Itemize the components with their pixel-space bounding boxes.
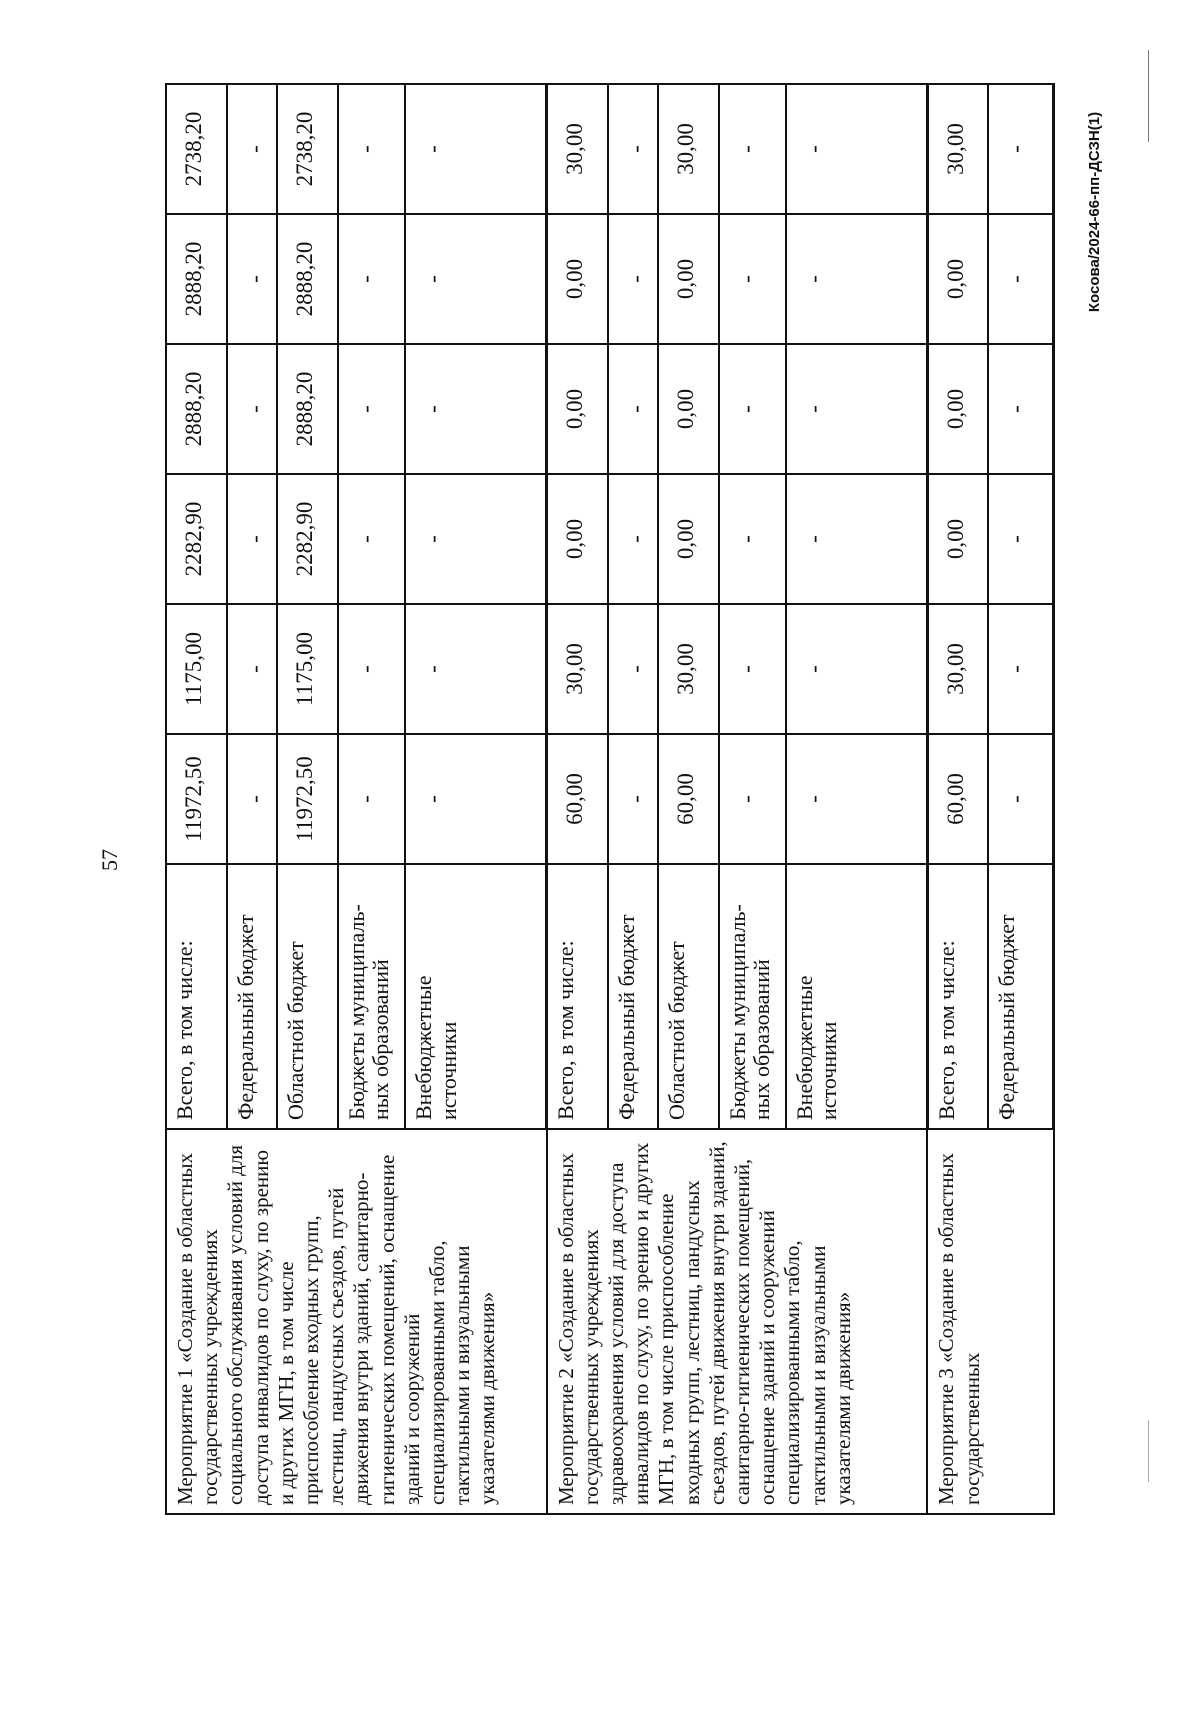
- table-row: [927, 84, 988, 1514]
- amount-cell: -: [227, 734, 277, 864]
- amount-cell: -: [719, 734, 786, 864]
- table-row: [547, 84, 608, 1514]
- amount-cell: 0,00: [927, 344, 988, 474]
- measure-description: Мероприятие 1 «Создание в областных государственных учреждениях социального обслуживания условий для доступа инвалидов по слуху, по зрению и других МГН, в том числе приспособление входных групп, лестниц, пандусных съездов, путей движения внутри зданий, санитарно-гигиенических помещений, оснащение зданий и сооружений специализированными табло, тактильными и визуальными указателями движения»: [166, 1129, 547, 1514]
- measure-description: Мероприятие 3 «Создание в областных государственных: [927, 1129, 1053, 1514]
- margin-rule: [1148, 50, 1149, 142]
- amount-cell: -: [719, 474, 786, 604]
- funding-source: Федеральный бюджет: [988, 864, 1053, 1129]
- amount-cell: -: [786, 84, 928, 214]
- amount-cell: -: [405, 344, 547, 474]
- amount-cell: -: [786, 474, 928, 604]
- table-row: [166, 84, 227, 1514]
- amount-cell: -: [608, 474, 658, 604]
- amount-cell: -: [786, 604, 928, 734]
- amount-cell: 30,00: [658, 604, 719, 734]
- funding-source: Всего, в том числе:: [927, 864, 988, 1129]
- amount-cell: 1175,00: [166, 604, 227, 734]
- amount-cell: -: [719, 344, 786, 474]
- amount-cell: -: [608, 84, 658, 214]
- amount-cell: 0,00: [547, 214, 608, 344]
- funding-source: Всего, в том числе:: [547, 864, 608, 1129]
- amount-cell: -: [405, 604, 547, 734]
- funding-source: Всего, в том числе:: [166, 864, 227, 1129]
- amount-cell: 0,00: [547, 344, 608, 474]
- amount-cell: -: [719, 214, 786, 344]
- funding-source: Бюджеты муниципаль-ных образований: [338, 864, 405, 1129]
- amount-cell: -: [719, 604, 786, 734]
- amount-cell: 11972,50: [166, 734, 227, 864]
- amount-cell: -: [227, 214, 277, 344]
- amount-cell: -: [405, 214, 547, 344]
- amount-cell: 30,00: [927, 84, 988, 214]
- amount-cell: -: [719, 84, 786, 214]
- amount-cell: 60,00: [658, 734, 719, 864]
- amount-cell: -: [405, 734, 547, 864]
- amount-cell: 2888,20: [277, 214, 338, 344]
- measure-description: Мероприятие 2 «Создание в областных государственных учреждениях здравоохранения условий для доступа инвалидов по слуху, по зрению и других МГН, в том числе приспособление входных групп, лестниц, пандусных съездов, путей движения внутри зданий, санитарно-гигиенических помещений, оснащение зданий и сооружений специализированными табло, тактильными и визуальными указателями движения»: [547, 1129, 928, 1514]
- amount-cell: -: [988, 84, 1053, 214]
- funding-source: Внебюджетные источники: [786, 864, 928, 1129]
- amount-cell: -: [786, 734, 928, 864]
- amount-cell: -: [338, 604, 405, 734]
- amount-cell: 1175,00: [277, 604, 338, 734]
- amount-cell: 2738,20: [277, 84, 338, 214]
- amount-cell: 0,00: [927, 214, 988, 344]
- amount-cell: -: [988, 474, 1053, 604]
- amount-cell: -: [608, 344, 658, 474]
- amount-cell: 30,00: [547, 84, 608, 214]
- amount-cell: 0,00: [547, 474, 608, 604]
- funding-source: Федеральный бюджет: [608, 864, 658, 1129]
- funding-source: Областной бюджет: [277, 864, 338, 1129]
- amount-cell: -: [338, 474, 405, 604]
- amount-cell: -: [227, 474, 277, 604]
- amount-cell: 30,00: [658, 84, 719, 214]
- amount-cell: 2738,20: [166, 84, 227, 214]
- amount-cell: -: [338, 734, 405, 864]
- rotated-table-wrapper: [165, 85, 1055, 1515]
- amount-cell: -: [338, 84, 405, 214]
- amount-cell: 2888,20: [166, 344, 227, 474]
- amount-cell: 0,00: [658, 474, 719, 604]
- amount-cell: -: [227, 604, 277, 734]
- funding-source: Бюджеты муниципаль-ных образований: [719, 864, 786, 1129]
- amount-cell: -: [786, 214, 928, 344]
- amount-cell: 2888,20: [277, 344, 338, 474]
- funding-source: Внебюджетные источники: [405, 864, 547, 1129]
- amount-cell: -: [608, 734, 658, 864]
- document-code: Косова/2024-66-пп-ДСЗН(1): [1086, 111, 1103, 313]
- amount-cell: 30,00: [547, 604, 608, 734]
- amount-cell: -: [988, 604, 1053, 734]
- amount-cell: -: [338, 214, 405, 344]
- amount-cell: 60,00: [547, 734, 608, 864]
- amount-cell: -: [227, 84, 277, 214]
- amount-cell: -: [338, 344, 405, 474]
- amount-cell: -: [608, 604, 658, 734]
- amount-cell: 2888,20: [166, 214, 227, 344]
- amount-cell: -: [227, 344, 277, 474]
- amount-cell: 60,00: [927, 734, 988, 864]
- amount-cell: 0,00: [927, 474, 988, 604]
- amount-cell: -: [988, 734, 1053, 864]
- amount-cell: -: [405, 474, 547, 604]
- amount-cell: 0,00: [658, 344, 719, 474]
- funding-source: Федеральный бюджет: [227, 864, 277, 1129]
- amount-cell: 11972,50: [277, 734, 338, 864]
- amount-cell: -: [988, 344, 1053, 474]
- funding-table: [165, 83, 1055, 1515]
- amount-cell: 2282,90: [166, 474, 227, 604]
- page-number: 57: [97, 849, 122, 871]
- amount-cell: 0,00: [658, 214, 719, 344]
- amount-cell: -: [405, 84, 547, 214]
- amount-cell: -: [988, 214, 1053, 344]
- funding-source: Областной бюджет: [658, 864, 719, 1129]
- amount-cell: 2282,90: [277, 474, 338, 604]
- margin-rule: [1148, 1420, 1149, 1482]
- amount-cell: -: [608, 214, 658, 344]
- amount-cell: -: [786, 344, 928, 474]
- amount-cell: 30,00: [927, 604, 988, 734]
